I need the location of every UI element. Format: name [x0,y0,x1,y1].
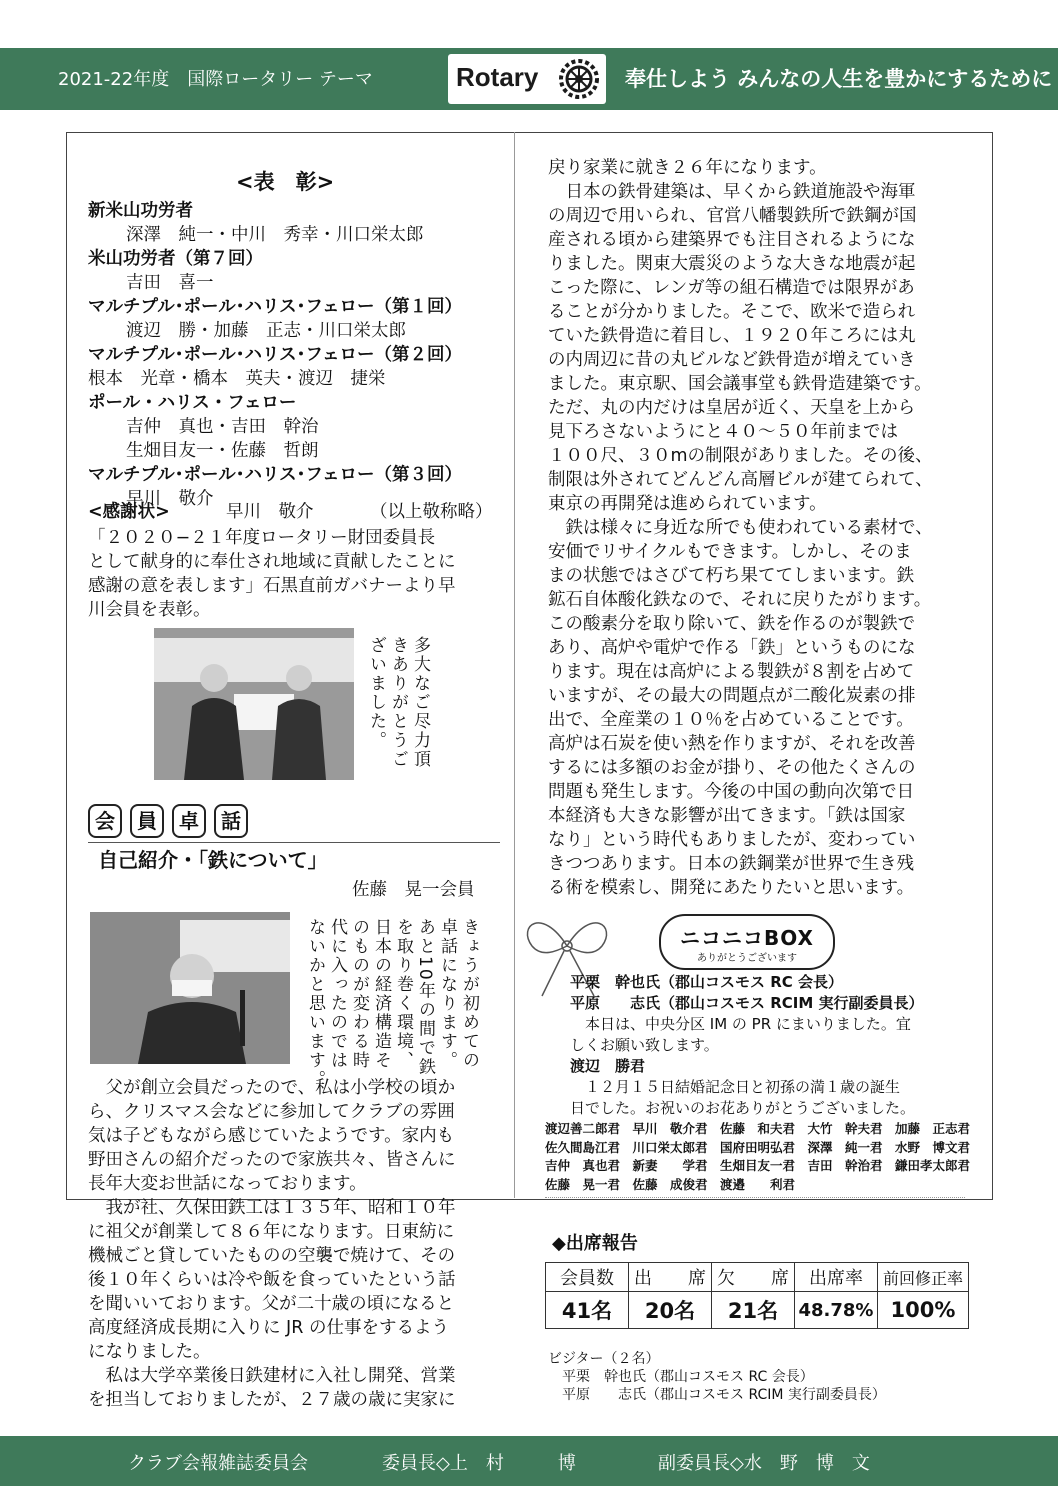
att-header: 前回修正率 [878,1263,969,1292]
text-line: 平栗 幹也氏（郡山コスモス RC 会長） [570,973,844,991]
talk-body-left [88,1076,456,1412]
text-line: 根本 光章・橋本 英夫・渡辺 捷栄 [88,369,386,389]
caption-line: あと10年の間で鉄 [415,918,435,1077]
rotary-wordmark: Rotary [456,62,539,92]
text-line: 平原 志氏（郡山コスモス RCIM 実行副委員長） [570,994,924,1012]
att-value: 100% [878,1292,969,1329]
thanks-text-line: 川会員を表彰。 [88,600,211,620]
footer-vice-chair: 副委員長◇水 野 博 文 [658,1453,870,1474]
caption-line: きょうが初めての [459,918,479,1070]
text-line: ることが分かりました。そこで、欧米で造られ [548,302,916,322]
text-line: 渡辺善二郎君 早川 敬介君 佐藤 和夫君 大竹 幹夫君 加藤 正志君 [545,1121,971,1136]
text-line: 日でした。お祝いのお花ありがとうございました。 [570,1099,916,1117]
text-line: 吉田 喜一 [126,273,214,293]
thanks-text-line: 「２０２０−２１年度ロータリー財団委員長 [88,528,436,548]
text-line: マルチプル･ポール･ハリス･フェロー（第３回） [88,465,462,485]
text-line: 問題も発生します。今後の中国の動向次第で日 [548,782,915,802]
text-line: 父が創立会員だったので、私は小学校の頃か [88,1078,456,1098]
text-line: いますが、その最大の問題点が二酸化炭素の排 [548,686,916,706]
theme-label: 2021-22年度 国際ロータリー テーマ [58,69,373,90]
text-line: するには多額のお金が掛り、その他たくさんの [548,758,916,778]
text-line: 見下ろさないようにと４０～５０年前までは [548,422,898,442]
footer-chair: 委員長◇上 村 博 [382,1453,576,1474]
caption-line: ないかと思います。 [305,918,325,1089]
text-line: 本日は、中央分区 IM の PR にまいりました。宜 [570,1015,911,1033]
heading-char: 員 [130,804,164,838]
thanks-name: 早川 敬介 [226,502,314,522]
nikoniko-rule [545,1197,965,1198]
att-value: 41名 [546,1292,629,1329]
text-line: 生畑目友一・佐藤 哲朗 [126,441,319,461]
text-line: 出で、全産業の１０％を占めていることです。 [548,710,914,730]
text-line: 鉱石自体酸化鉄なので、それに戻りたがります。 [548,590,932,610]
rotary-logo [448,54,606,104]
award-photo-caption: 多大なご尽力頂 きありがとうご ざいました。 [366,636,430,769]
motto: 奉仕しよう みんなの人生を豊かにするために [625,67,1053,91]
caption-line: 代に入ったのでは [327,918,347,1070]
thanks-text-line: 感謝の意を表します」石黒直前ガバナーより早 [88,576,456,596]
text-line: 本経済も大きな影響が出てきます。「鉄は国家 [548,806,906,826]
header-banner [0,48,1058,110]
text-line: マルチプル･ポール･ハリス･フェロー（第２回） [88,345,462,365]
column-divider [514,132,515,1198]
awards-title: <表 彰> [236,170,335,194]
caption-line: 日本の経済構造そ [371,918,391,1070]
text-line: きつつあります。日本の鉄鋼業が世界で生き残 [548,854,915,874]
text-line: 吉仲 真也・吉田 幹治 [126,417,319,437]
nikoniko-messages [570,972,924,1119]
thanks-text-line: として献身的に奉仕され地域に貢献したことに [88,552,456,572]
talk-title: 自己紹介・「鉄について」 [98,848,328,872]
thanks-label: <感謝状> [88,502,170,522]
talk-heading [88,804,256,838]
footer-banner [0,1436,1058,1486]
text-line: に祖父が創業して８６年になります。日東紡に [88,1222,455,1242]
thanks-row [88,500,498,524]
text-line: なり」という時代もありましたが、変わってい [548,830,916,850]
thanks-note: （以上敬称略） [370,502,493,522]
text-line: 吉仲 真也君 新妻 学君 生畑目友一君 吉田 幹治君 鎌田孝太郎君 [545,1158,971,1173]
attendance-table [545,1262,969,1329]
attendance-title: ◆出席報告 [552,1233,638,1254]
att-value: 48.78% [795,1292,878,1329]
text-line: 長年大変お世話になっております。 [88,1174,367,1194]
text-line: こった際に、レンガ等の組石構造では限界があ [548,278,915,298]
text-line: まの状態ではさびて朽ち果ててしまいます。鉄 [548,566,915,586]
text-line: を担当しておりましたが、２７歳の歳に実家に [88,1390,456,1410]
text-line: る術を模索し、開発にあたりたいと思います。 [548,878,915,898]
heading-rule [88,842,500,843]
heading-char: 会 [88,804,122,838]
text-line: 我が社、久保田鉄工は１３５年、昭和１０年 [88,1198,456,1218]
text-line: 安価でリサイクルもできます。しかし、そのま [548,542,912,562]
text-line: あり、高炉や電炉で作る「鉄」というものにな [548,638,916,658]
text-line: 機械ごと貸していたものの空襲で焼けて、その [88,1246,456,1266]
text-line: 渡辺 勝君 [570,1057,646,1075]
text-line: 後１０年くらいは冷や飯を食っていたという話 [88,1270,456,1290]
text-line: ら、クリスマス会などに参加してクラブの雰囲 [88,1102,455,1122]
nikoniko-subtitle: ありがとうございます [697,953,797,964]
footer-committee: クラブ会報雑誌委員会 [128,1453,308,1474]
caption-line: 卓話になります。 [437,918,457,1070]
text-line: の内周辺に昔の丸ビルなど鉄骨造が増えていき [548,350,916,370]
text-line: りました。関東大震災のような大きな地震が起 [548,254,916,274]
att-value: 21名 [712,1292,795,1329]
text-line: 佐藤 晃一君 佐藤 成俊君 渡邉 利君 [545,1176,796,1192]
text-line: の周辺で用いられ、官営八幡製鉄所で鉄鋼が国 [548,206,917,226]
text-line: ります。現在は高炉による製鉄が８割を占めて [548,662,915,682]
text-line: 米山功労者（第７回） [88,249,263,269]
award-photo-image [154,628,354,780]
text-line: ポール・ハリス・フェロー [88,393,297,413]
text-line: マルチプル･ポール･ハリス･フェロー（第１回） [88,297,462,317]
heading-char: 卓 [172,804,206,838]
att-header: 出 席 [629,1263,712,1292]
att-header: 出席率 [795,1263,878,1292]
text-line: 東京の再開発は進められています。 [548,494,827,514]
text-line: ただ、丸の内だけは皇居が近く、天皇を上から [548,398,916,418]
text-line: 早川 敬介 [126,489,214,509]
heading-char: 話 [214,804,248,838]
text-line: この酸素分を取り除いて、鉄を作るのが製鉄で [548,614,916,634]
speaker-photo-image [90,912,290,1064]
text-line: を聞いいております。父が二十歳の頃になると [88,1294,455,1314]
att-header: 会員数 [546,1263,629,1292]
visitor-line: 平栗 幹也氏（郡山コスモス RC 会長） [548,1369,814,1385]
caption-line: のものが変わる時 [349,918,369,1070]
text-line: 佐久間島江君 川口栄太郎君 国府田明弘君 深澤 純一君 水野 博文君 [545,1139,971,1155]
text-line: 産される頃から建築界でも注目されるようにな [548,230,916,250]
award-photo [154,628,354,780]
award-list [88,199,462,511]
text-line: １２月１５日結婚記念日と初孫の満１歳の誕生 [570,1078,901,1096]
text-line: 戻り家業に就き２６年になります。 [548,158,827,178]
att-value: 20名 [629,1292,712,1329]
text-line: １００尺、３０mの制限がありました。その後、 [548,446,933,466]
talk-body-right [548,156,933,900]
talk-speaker: 佐藤 晃一会員 [352,880,475,900]
text-line: 渡辺 勝・加藤 正志・川口栄太郎 [126,321,406,341]
visitor-line: ビジター（２名） [548,1351,660,1367]
text-line: になりました。 [88,1342,211,1362]
nikoniko-box-badge [659,914,835,970]
text-line: ていた鉄骨造に着目し、１９２０年ころには丸 [548,326,916,346]
speaker-photo [90,912,290,1064]
caption-line: を取り巻く環境、 [393,918,413,1070]
text-line: 気は子どもながら感じていたようです。家内も [88,1126,455,1146]
text-line: 鉄は様々に身近な所でも使われている素材で、 [548,518,933,538]
text-line: 高度経済成長期に入りに JR の仕事をするよう [88,1318,449,1338]
att-header: 欠 席 [712,1263,795,1292]
text-line: ました。東京駅、国会議事堂も鉄骨造建築です。 [548,374,932,394]
text-line: 私は大学卒業後日鉄建材に入社し開発、営業 [88,1366,456,1386]
thanks-text [88,526,456,622]
speaker-photo-caption [304,918,480,1089]
text-line: 日本の鉄骨建築は、早くから鉄道施設や海軍 [548,182,916,202]
text-line: 高炉は石炭を使い熱を作りますが、それを改善 [548,734,916,754]
text-line: 新米山功労者 [88,201,193,221]
text-line: 制限は外されてどんどん高層ビルが建てられて、 [548,470,933,490]
nikoniko-contributors [545,1120,970,1194]
text-line: しくお願い致します。 [570,1036,719,1054]
rotary-wheel-icon [558,58,600,100]
text-line: 深澤 純一・中川 秀幸・川口栄太郎 [126,225,424,245]
visitor-line: 平原 志氏（郡山コスモス RCIM 実行副委員長） [548,1387,886,1403]
text-line: 野田さんの紹介だったので家族共々、皆さんに [88,1150,456,1170]
nikoniko-title: ニコニコBOX [680,926,814,950]
visitors [548,1350,886,1404]
